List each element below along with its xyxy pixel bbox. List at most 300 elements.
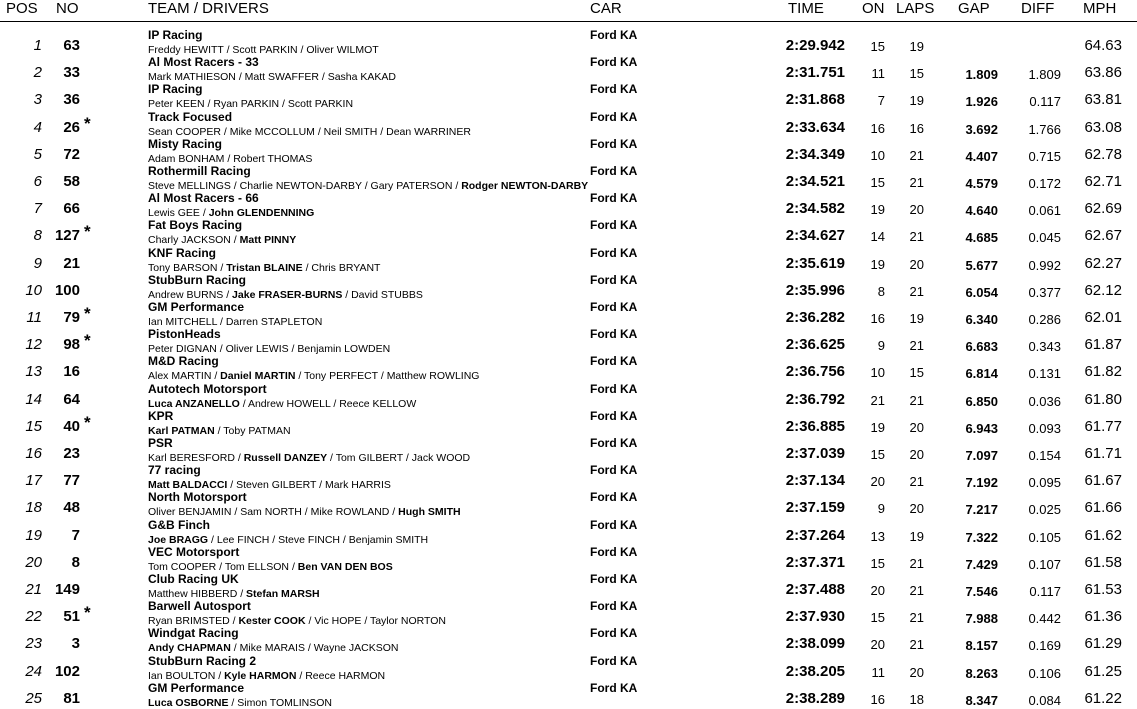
drivers-list: Matthew HIBBERD / Stefan MARSH: [148, 588, 320, 600]
car-model: Ford KA: [590, 599, 638, 614]
on-lap: 8: [877, 283, 885, 299]
car-model: Ford KA: [590, 82, 638, 97]
car-number-cell: 51: [63, 608, 80, 626]
penalty-marker: *: [84, 331, 91, 351]
driver-name: Hugh SMITH: [398, 506, 461, 519]
car-number-cell: 98: [63, 336, 80, 354]
laps-count: 15: [909, 365, 924, 381]
table-row: [0, 436, 1137, 463]
position-cell: 12: [25, 336, 42, 354]
lap-time: 2:35.619: [785, 254, 845, 272]
team-name: Autotech Motorsport: [148, 381, 267, 396]
speed-mph: 64.63: [1084, 37, 1122, 54]
speed-mph: 63.86: [1084, 64, 1122, 82]
table-row: [0, 409, 1137, 436]
driver-name: Mike ROWLAND: [310, 506, 390, 519]
diff-value: 1.809: [1028, 67, 1061, 83]
gap-value: 7.217: [965, 502, 998, 518]
driver-name: Lee FINCH: [216, 533, 270, 546]
driver-name: Tom GILBERT: [335, 452, 404, 464]
gap-value: 6.943: [965, 420, 998, 436]
laps-count: 21: [909, 610, 924, 626]
laps-count: 20: [909, 447, 924, 462]
lap-time: 2:29.942: [785, 37, 845, 54]
table-row: [0, 382, 1137, 409]
driver-name: Luca OSBORNE: [148, 696, 229, 709]
driver-name: Karl PATMAN: [148, 424, 215, 437]
table-row: [0, 218, 1137, 245]
team-name: G&B Finch: [148, 517, 210, 532]
driver-name: Oliver WILMOT: [306, 44, 379, 56]
drivers-list: Alex MARTIN / Daniel MARTIN / Tony PERFECT / Matthew ROWLING: [148, 370, 480, 383]
header-car: CAR: [590, 0, 622, 17]
team-name: Fat Boys Racing: [148, 218, 243, 233]
lap-time: 2:36.625: [785, 336, 845, 354]
lap-time: 2:37.039: [785, 445, 845, 462]
diff-value: 0.106: [1028, 665, 1061, 681]
car-number-cell: 16: [63, 363, 80, 381]
on-lap: 15: [870, 555, 885, 571]
car-number-cell: 100: [54, 281, 80, 299]
driver-name: Ryan BRIMSTED: [148, 615, 230, 628]
driver-name: Steven GILBERT: [236, 479, 317, 492]
driver-name: Oliver BENJAMIN: [148, 506, 232, 519]
lap-time: 2:34.349: [785, 145, 845, 163]
car-number-cell: 7: [71, 526, 80, 544]
driver-name: Andy CHAPMAN: [148, 642, 231, 655]
car-model: Ford KA: [590, 354, 638, 369]
driver-name: Tony PERFECT: [304, 370, 378, 383]
drivers-list: Luca OSBORNE / Simon TOMLINSON: [148, 696, 333, 709]
drivers-list: Karl PATMAN / Toby PATMAN: [148, 424, 291, 437]
driver-name: Tom ELLSON: [224, 560, 290, 573]
diff-value: 0.105: [1028, 529, 1061, 545]
penalty-marker: *: [84, 412, 91, 432]
drivers-list: Ryan BRIMSTED / Kester COOK / Vic HOPE / Taylor NORTON: [148, 615, 447, 628]
driver-name: Jack WOOD: [411, 452, 471, 464]
driver-name: Tristan BLAINE: [226, 261, 303, 274]
drivers-list: Sean COOPER / Mike MCCOLLUM / Neil SMITH / Dean WARRINER: [148, 125, 471, 138]
car-model: Ford KA: [590, 408, 638, 423]
car-number-cell: 64: [63, 390, 80, 408]
diff-value: 0.117: [1029, 584, 1061, 599]
drivers-list: Andrew BURNS / Jake FRASER-BURNS / David STUBBS: [148, 288, 423, 301]
table-row: [0, 572, 1137, 599]
laps-count: 21: [909, 474, 924, 490]
position-cell: 10: [25, 281, 42, 299]
car-model: Ford KA: [590, 544, 638, 559]
car-model: Ford KA: [590, 300, 638, 314]
position-cell: 24: [25, 662, 42, 680]
speed-mph: 62.27: [1084, 254, 1122, 272]
drivers-list: Lewis GEE / John GLENDENNING: [148, 207, 315, 220]
team-name: VEC Motorsport: [148, 544, 240, 559]
team-name: Al Most Racers - 66: [148, 191, 259, 206]
lap-time: 2:36.756: [785, 363, 845, 381]
position-cell: 8: [33, 227, 42, 245]
laps-count: 20: [909, 501, 924, 517]
table-row: [0, 681, 1137, 708]
position-cell: 18: [25, 499, 42, 517]
driver-name: Ian MITCHELL: [148, 316, 218, 328]
laps-count: 15: [909, 66, 924, 82]
speed-mph: 62.67: [1084, 227, 1122, 245]
on-lap: 19: [870, 256, 885, 272]
team-name: Track Focused: [148, 109, 233, 124]
car-model: Ford KA: [590, 28, 638, 42]
header-laps: LAPS: [896, 0, 935, 17]
on-lap: 20: [870, 637, 885, 653]
speed-mph: 61.25: [1084, 662, 1122, 680]
on-lap: 11: [871, 664, 885, 680]
lap-time: 2:36.282: [785, 309, 845, 326]
car-model: Ford KA: [590, 490, 638, 505]
driver-name: Reece HARMON: [305, 669, 386, 682]
laps-count: 21: [909, 338, 924, 354]
on-lap: 20: [870, 474, 885, 490]
table-row: [0, 654, 1137, 681]
car-model: Ford KA: [590, 680, 638, 695]
driver-name: Lewis GEE: [148, 207, 200, 220]
speed-mph: 61.67: [1084, 472, 1122, 490]
laps-count: 21: [909, 583, 924, 598]
car-number-cell: 66: [63, 200, 80, 218]
speed-mph: 61.62: [1084, 526, 1122, 544]
header-diff: DIFF: [1021, 0, 1055, 17]
drivers-list: Luca ANZANELLO / Andrew HOWELL / Reece KELLOW: [148, 397, 417, 410]
table-row: [0, 110, 1137, 137]
table-row: [0, 246, 1137, 273]
gap-value: 8.347: [965, 692, 998, 708]
speed-mph: 61.77: [1084, 417, 1122, 435]
driver-name: Robert THOMAS: [233, 152, 313, 165]
driver-name: Vic HOPE: [314, 615, 362, 628]
lap-time: 2:37.159: [785, 499, 845, 517]
position-cell: 11: [26, 309, 42, 326]
table-row: [0, 300, 1137, 327]
diff-value: 0.442: [1028, 611, 1061, 627]
on-lap: 15: [870, 447, 885, 462]
diff-value: 0.992: [1028, 257, 1061, 273]
team-name: Club Racing UK: [148, 572, 239, 586]
driver-name: Scott PARKIN: [232, 44, 298, 56]
driver-name: Steve FINCH: [278, 533, 340, 546]
drivers-list: Adam BONHAM / Robert THOMAS: [148, 152, 313, 165]
car-model: Ford KA: [590, 272, 638, 287]
lap-time: 2:34.582: [785, 200, 845, 218]
car-model: Ford KA: [590, 436, 638, 450]
driver-name: Steve MELLINGS: [148, 180, 231, 192]
car-number-cell: 48: [63, 499, 80, 517]
on-lap: 13: [870, 528, 885, 544]
gap-value: 7.429: [965, 556, 998, 572]
driver-name: Matt PINNY: [239, 234, 297, 247]
lap-time: 2:33.634: [785, 118, 845, 136]
drivers-list: Matt BALDACCI / Steven GILBERT / Mark HARRIS: [148, 479, 391, 492]
laps-count: 20: [909, 419, 924, 435]
position-cell: 25: [25, 689, 42, 707]
on-lap: 19: [870, 202, 885, 218]
car-number-cell: 77: [63, 472, 80, 490]
driver-name: Taylor NORTON: [369, 615, 447, 628]
diff-value: 0.117: [1029, 94, 1061, 110]
lap-time: 2:37.134: [785, 472, 845, 490]
on-lap: 10: [870, 365, 885, 381]
driver-name: Rodger NEWTON-DARBY: [461, 180, 589, 192]
on-lap: 9: [877, 501, 885, 517]
laps-count: 20: [909, 202, 924, 218]
lap-time: 2:36.792: [785, 390, 845, 408]
driver-name: John GLENDENNING: [208, 207, 315, 220]
on-lap: 16: [870, 691, 885, 707]
lap-time: 2:34.521: [785, 173, 845, 190]
gap-value: 4.579: [965, 176, 998, 191]
position-cell: 1: [33, 37, 42, 54]
speed-mph: 61.87: [1084, 336, 1122, 354]
driver-name: Matt SWAFFER: [244, 71, 319, 84]
car-number-cell: 81: [63, 689, 80, 707]
position-cell: 19: [25, 526, 42, 544]
diff-value: 0.377: [1028, 284, 1061, 300]
car-number-cell: 102: [54, 662, 80, 680]
driver-name: Tom COOPER: [148, 560, 217, 573]
table-row: [0, 273, 1137, 300]
position-cell: 16: [25, 445, 42, 462]
penalty-marker: *: [84, 113, 91, 133]
team-name: Barwell Autosport: [148, 599, 251, 614]
drivers-list: Freddy HEWITT / Scott PARKIN / Oliver WILMOT: [148, 44, 379, 56]
header-time: TIME: [788, 0, 824, 17]
drivers-list: Karl BERESFORD / Russell DANZEY / Tom GILBERT / Jack WOOD: [148, 452, 471, 464]
driver-name: Simon TOMLINSON: [237, 696, 333, 709]
car-number-cell: 21: [63, 254, 80, 272]
car-number-cell: 58: [63, 173, 80, 190]
driver-name: Alex MARTIN: [148, 370, 212, 383]
driver-name: Peter DIGNAN: [148, 343, 217, 356]
driver-name: Matt BALDACCI: [148, 479, 228, 492]
gap-value: 7.546: [965, 584, 998, 599]
table-row: [0, 518, 1137, 545]
gap-value: 4.640: [965, 203, 998, 219]
on-lap: 9: [877, 338, 885, 354]
position-cell: 6: [33, 173, 42, 190]
drivers-list: Oliver BENJAMIN / Sam NORTH / Mike ROWLAND / Hugh SMITH: [148, 506, 461, 519]
diff-value: 0.036: [1028, 393, 1061, 409]
header-on: ON: [862, 0, 885, 17]
driver-name: Kester COOK: [238, 615, 306, 628]
position-cell: 9: [33, 254, 42, 272]
driver-name: Luca ANZANELLO: [148, 397, 240, 410]
drivers-list: Peter KEEN / Ryan PARKIN / Scott PARKIN: [148, 98, 354, 111]
driver-name: Darren STAPLETON: [225, 316, 323, 328]
gap-value: 7.192: [965, 475, 998, 491]
penalty-marker: *: [84, 222, 91, 242]
driver-name: Sean COOPER: [148, 125, 221, 138]
position-cell: 5: [33, 145, 42, 163]
diff-value: 0.093: [1028, 420, 1061, 436]
car-number-cell: 149: [54, 581, 80, 598]
driver-name: Freddy HEWITT: [148, 44, 224, 56]
speed-mph: 63.08: [1084, 118, 1122, 136]
diff-value: 1.766: [1028, 121, 1061, 137]
driver-name: Sam NORTH: [240, 506, 302, 519]
header-pos: POS: [6, 0, 38, 17]
team-name: PSR: [148, 436, 173, 450]
speed-mph: 61.29: [1084, 635, 1122, 653]
driver-name: Mark HARRIS: [325, 479, 391, 492]
speed-mph: 61.80: [1084, 390, 1122, 408]
car-number-cell: 40: [63, 417, 80, 435]
position-cell: 2: [33, 64, 42, 82]
drivers-list: Andy CHAPMAN / Mike MARAIS / Wayne JACKSON: [148, 642, 399, 655]
lap-time: 2:37.488: [785, 581, 845, 598]
driver-name: Benjamin SMITH: [348, 533, 429, 546]
laps-count: 21: [909, 147, 924, 163]
gap-value: 1.809: [965, 67, 998, 83]
driver-name: Chris BRYANT: [311, 261, 381, 274]
speed-mph: 62.78: [1084, 145, 1122, 163]
driver-name: Daniel MARTIN: [220, 370, 296, 383]
results-header: [0, 0, 1137, 22]
speed-mph: 62.71: [1084, 173, 1122, 190]
driver-name: Karl BERESFORD: [148, 452, 235, 464]
car-number-cell: 8: [71, 553, 80, 571]
team-name: IP Racing: [148, 82, 203, 97]
drivers-list: Steve MELLINGS / Charlie NEWTON-DARBY / Gary PATERSON / Rodger NEWTON-DARBY: [148, 180, 589, 192]
team-name: PistonHeads: [148, 327, 221, 342]
car-model: Ford KA: [590, 109, 638, 124]
position-cell: 23: [25, 635, 42, 653]
car-model: Ford KA: [590, 218, 638, 233]
table-row: [0, 463, 1137, 490]
car-model: Ford KA: [590, 164, 638, 178]
on-lap: 19: [870, 419, 885, 435]
driver-name: Dean WARRINER: [386, 125, 471, 138]
lap-time: 2:38.289: [785, 689, 845, 707]
team-name: M&D Racing: [148, 354, 219, 369]
car-number-cell: 3: [71, 635, 80, 653]
team-name: KPR: [148, 408, 174, 423]
position-cell: 17: [25, 472, 42, 490]
table-row: [0, 327, 1137, 354]
car-model: Ford KA: [590, 626, 638, 641]
gap-value: 4.685: [965, 230, 998, 246]
on-lap: 10: [870, 147, 885, 163]
lap-time: 2:36.885: [785, 417, 845, 435]
diff-value: 0.107: [1028, 556, 1061, 572]
driver-name: Toby PATMAN: [223, 424, 291, 437]
car-model: Ford KA: [590, 463, 638, 478]
driver-name: Gary PATERSON: [370, 180, 453, 192]
drivers-list: Tony BARSON / Tristan BLAINE / Chris BRYANT: [148, 261, 381, 274]
car-model: Ford KA: [590, 381, 638, 396]
driver-name: Neil SMITH: [323, 125, 378, 138]
speed-mph: 62.01: [1084, 309, 1122, 326]
diff-value: 0.084: [1028, 692, 1061, 708]
diff-value: 0.154: [1028, 448, 1061, 463]
car-number-cell: 72: [63, 145, 80, 163]
driver-name: Mark MATHIESON: [148, 71, 236, 84]
car-number-cell: 33: [63, 64, 80, 82]
position-cell: 21: [25, 581, 42, 598]
driver-name: Joe BRAGG: [148, 533, 209, 546]
driver-name: Oliver LEWIS: [225, 343, 289, 356]
car-number-cell: 36: [63, 91, 80, 109]
team-name: StubBurn Racing: [148, 272, 246, 287]
position-cell: 14: [25, 390, 42, 408]
driver-name: Matthew ROWLING: [386, 370, 480, 383]
laps-count: 20: [909, 256, 924, 272]
lap-time: 2:37.264: [785, 526, 845, 544]
laps-count: 21: [909, 283, 924, 299]
gap-value: 6.054: [965, 284, 998, 300]
speed-mph: 61.82: [1084, 363, 1122, 381]
diff-value: 0.025: [1028, 502, 1061, 518]
gap-value: 6.850: [965, 393, 998, 409]
gap-value: 7.097: [965, 448, 998, 463]
gap-value: 7.988: [965, 611, 998, 627]
laps-count: 21: [909, 392, 924, 408]
car-model: Ford KA: [590, 191, 638, 206]
header-gap: GAP: [958, 0, 990, 17]
team-name: Rothermill Racing: [148, 164, 251, 178]
driver-name: Ian BOULTON: [148, 669, 216, 682]
driver-name: David STUBBS: [351, 288, 423, 301]
gap-value: 8.157: [965, 638, 998, 654]
car-model: Ford KA: [590, 327, 638, 342]
drivers-list: Mark MATHIESON / Matt SWAFFER / Sasha KAKAD: [148, 71, 397, 84]
car-model: Ford KA: [590, 517, 638, 532]
car-number-cell: 127: [54, 227, 80, 245]
speed-mph: 61.58: [1084, 553, 1122, 571]
diff-value: 0.095: [1028, 475, 1061, 491]
drivers-list: Peter DIGNAN / Oliver LEWIS / Benjamin LOWDEN: [148, 343, 391, 356]
diff-value: 0.169: [1028, 638, 1061, 654]
driver-name: Matthew HIBBERD: [148, 588, 238, 600]
speed-mph: 61.66: [1084, 499, 1122, 517]
speed-mph: 62.69: [1084, 200, 1122, 218]
position-cell: 4: [33, 118, 42, 136]
table-row: [0, 137, 1137, 164]
driver-name: Mike MARAIS: [239, 642, 305, 655]
car-model: Ford KA: [590, 245, 638, 260]
drivers-list: Ian BOULTON / Kyle HARMON / Reece HARMON: [148, 669, 386, 682]
gap-value: 1.926: [965, 94, 998, 110]
header-team-drivers: TEAM / DRIVERS: [148, 0, 269, 17]
gap-value: 6.683: [965, 339, 998, 355]
car-number-cell: 79: [63, 309, 80, 326]
gap-value: 7.322: [965, 529, 998, 545]
car-number-cell: 26: [63, 118, 80, 136]
laps-count: 19: [909, 93, 924, 109]
position-cell: 15: [25, 417, 42, 435]
lap-time: 2:35.996: [785, 281, 845, 299]
laps-count: 20: [909, 664, 924, 680]
team-name: KNF Racing: [148, 245, 217, 260]
laps-count: 19: [909, 311, 924, 326]
gap-value: 6.340: [965, 312, 998, 327]
driver-name: Scott PARKIN: [287, 98, 354, 111]
team-name: IP Racing: [148, 28, 203, 42]
car-model: Ford KA: [590, 572, 638, 586]
laps-count: 19: [909, 39, 924, 54]
driver-name: Ben VAN DEN BOS: [297, 560, 393, 573]
table-row: [0, 599, 1137, 626]
on-lap: 15: [870, 610, 885, 626]
car-number-cell: 63: [63, 37, 80, 54]
diff-value: 0.131: [1028, 366, 1061, 382]
laps-count: 21: [909, 175, 924, 190]
